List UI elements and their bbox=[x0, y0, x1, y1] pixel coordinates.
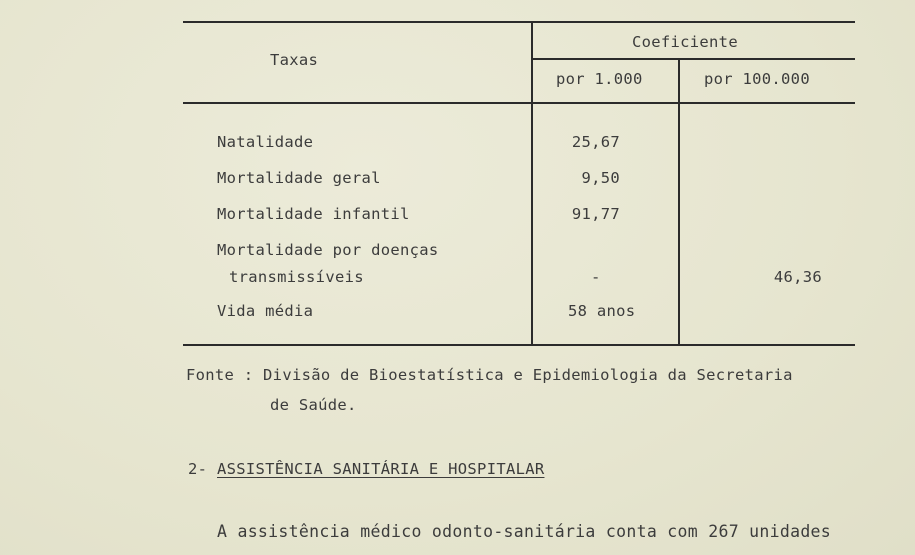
row-label-mortalidade-infantil: Mortalidade infantil bbox=[217, 205, 410, 223]
row-label-natalidade: Natalidade bbox=[217, 133, 314, 151]
source-line-1: Fonte : Divisão de Bioestatística e Epidemiologia da Secretaria bbox=[186, 366, 793, 384]
row-label-mortalidade-doencas: Mortalidade por doenças bbox=[217, 241, 439, 259]
section-number: 2- bbox=[188, 460, 208, 478]
paragraph-line-1: A assistência médico odonto-sanitária conta com 267 unidades bbox=[217, 522, 832, 541]
row-value-per-100000: 46,36 bbox=[773, 268, 822, 286]
source-line-2: de Saúde. bbox=[270, 396, 357, 414]
header-taxas: Taxas bbox=[270, 51, 319, 69]
row-value-vida-media: 58 anos bbox=[568, 302, 636, 320]
row-value-mortalidade-geral: 9,50 bbox=[581, 169, 620, 187]
header-por-1000: por 1.000 bbox=[556, 70, 643, 88]
column-divider-2 bbox=[678, 58, 680, 345]
table-top-rule bbox=[183, 21, 855, 23]
column-divider-1 bbox=[531, 22, 533, 345]
table-bottom-rule bbox=[183, 344, 855, 346]
header-coeficiente: Coeficiente bbox=[632, 33, 738, 51]
row-label-mortalidade-geral: Mortalidade geral bbox=[217, 169, 381, 187]
header-por-100000: por 100.000 bbox=[704, 70, 810, 88]
group-header-rule bbox=[532, 58, 855, 60]
row-label-mortalidade-doencas-cont: transmissíveis bbox=[229, 268, 364, 286]
header-bottom-rule bbox=[183, 102, 855, 104]
row-value-natalidade: 25,67 bbox=[571, 133, 620, 151]
row-value-dash: - bbox=[591, 268, 601, 286]
section-title: ASSISTÊNCIA SANITÁRIA E HOSPITALAR bbox=[217, 460, 545, 478]
row-value-mortalidade-infantil: 91,77 bbox=[571, 205, 620, 223]
row-label-vida-media: Vida média bbox=[217, 302, 314, 320]
